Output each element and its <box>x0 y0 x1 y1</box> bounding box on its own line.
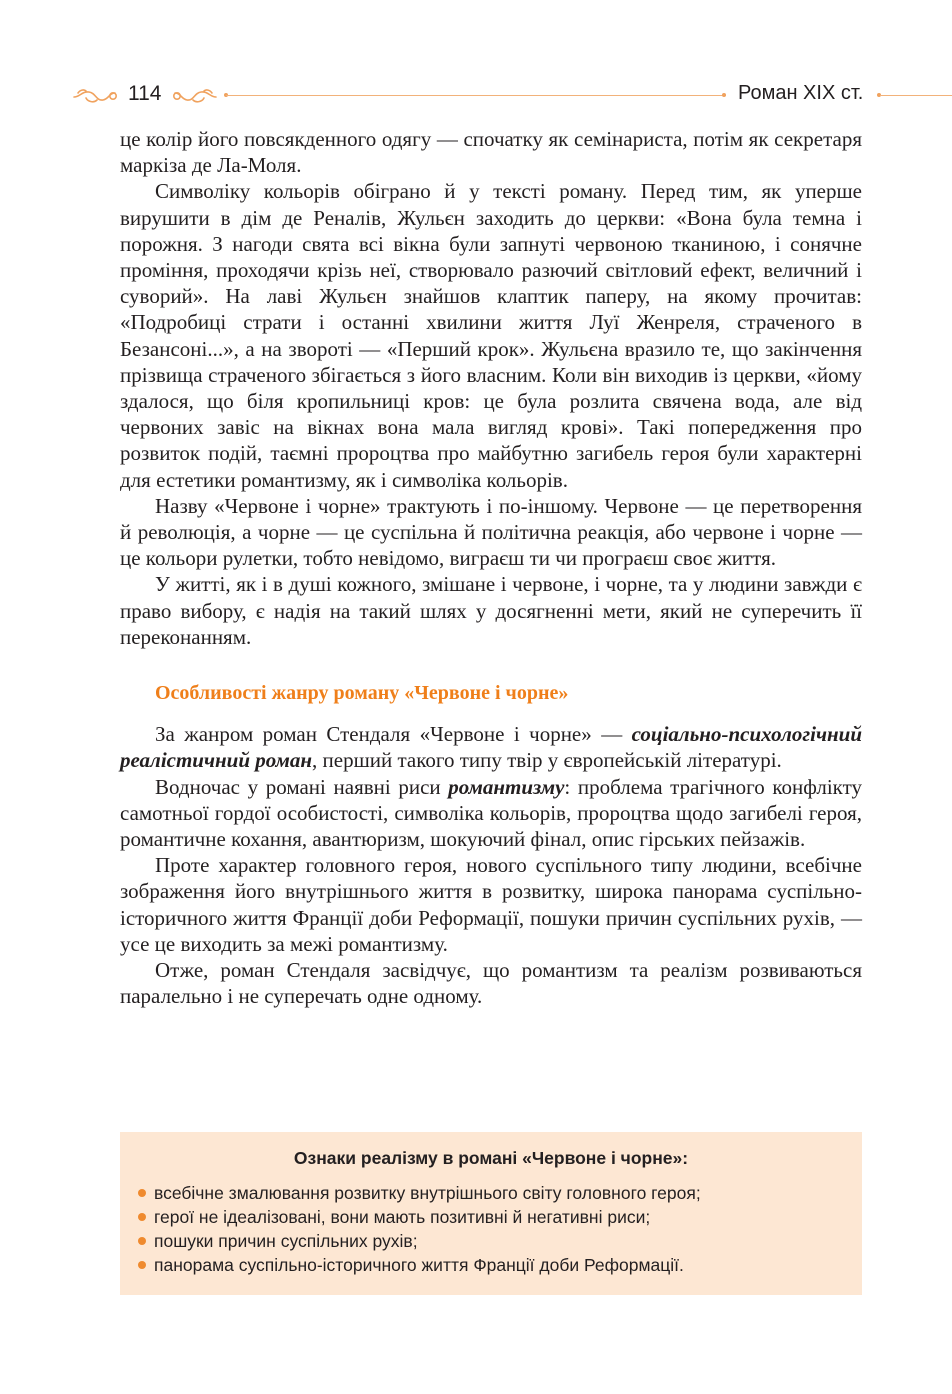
paragraph: Символіку кольорів обіграно й у тексті роману. Перед тим, як уперше вирушити в дім де Реналів, Жульєн заходить до церкви: «Вона була темна і порожня. З нагоди свята всі вікна були запнуті червоною тканиною, і сонячне проміння, проходячи крізь неї, створювало разючий світловий ефект, величний і суворий». На лаві Жульєн знайшов клаптик паперу, на якому прочитав: «Подробиці страти і останні хвилини життя Луї Женреля, страченого в Безансоні...», а на звороті — «Перший крок». Жульєна вразило те, що закінчення прізвища страченого збігається з його власним. Коли він виходив із церкви, «йому здалося, що біля кропильниці кров: це була розлита свячена вода, але від червоних завіс на вікнах вона мала вигляд крові». Такі попередження про розвиток подій, таємні пророцтва про майбутню загибель героя були характерні для естетики романтизму, як і символіка кольорів. <box>120 179 862 492</box>
page-header <box>0 78 952 114</box>
list-item-text: пошуки причин суспільних рухів; <box>154 1231 418 1251</box>
paragraph: це колір його повсякденного одягу — спочатку як семінариста, потім як секретаря маркіза де Ла-Моля. <box>120 127 862 178</box>
header-dot <box>722 93 726 97</box>
header-rule <box>880 95 952 96</box>
text-run: , перший такого типу твір у європейській літературі. <box>312 748 782 773</box>
paragraph: Проте характер головного героя, нового суспільного типу людини, всебічне зображення його внутрішнього життя в розвитку, широка панорама суспільно-історичного життя Франції доби Реформації, пошуки причин суспільних рухів, — усе це виходить за межі романтизму. <box>120 853 862 956</box>
paragraph: Отже, роман Стендаля засвідчує, що романтизм та реалізм розвиваються паралельно і не суперечать одне одному. <box>120 958 862 1009</box>
page-number: 114 <box>128 82 162 105</box>
swirl-ornament-icon <box>72 84 120 108</box>
list-item <box>136 1181 701 1205</box>
main-text <box>120 126 862 1010</box>
summary-box <box>120 1132 862 1295</box>
list-item-text: панорама суспільно-історичного життя Франції доби Реформації. <box>154 1255 684 1275</box>
bullet-icon <box>138 1213 146 1221</box>
bullet-icon <box>138 1237 146 1245</box>
list-item <box>136 1253 701 1277</box>
paragraph <box>120 721 862 773</box>
emphasized-term: романтизму <box>448 774 565 799</box>
paragraph: Назву «Червоне і чорне» трактують і по-іншому. Червоне — це перетворення й революція, а чорне — це суспільна й політична реакція, або червоне і чорне — це кольори рулетки, тобто невідомо, виграєш ти чи програєш своє життя. <box>120 493 862 571</box>
bullet-icon <box>138 1189 146 1197</box>
list-item <box>136 1205 701 1229</box>
emphasized-term: соціально-психологічний реалістичний роман <box>120 722 862 773</box>
swirl-ornament-icon <box>170 84 218 108</box>
paragraph: У житті, як і в душі кожного, змішане і червоне, і чорне, та у людини завжди є право вибору, є надія на такий шлях у досягненні мети, який не суперечить її переконанням. <box>120 572 862 649</box>
list-item <box>136 1229 701 1253</box>
bullet-icon <box>138 1261 146 1269</box>
summary-box-title: Ознаки реалізму в романі «Червоне і чорне»: <box>293 1148 689 1168</box>
section-heading: Особливості жанру роману «Червоне і чорне» <box>155 682 569 705</box>
paragraph <box>120 774 862 853</box>
text-run: Водночас у романі наявні риси <box>155 774 449 799</box>
text-run: : проблема трагічного конфлікту самотньої гордої особистості, символіка кольорів, пророцтва щодо загибелі героя, романтичне кохання, авантюризм, шокуючий фінал, опис гірських пейзажів. <box>120 774 862 852</box>
summary-list <box>136 1181 701 1277</box>
running-title: Роман XIX ст. <box>738 82 864 104</box>
text-run: За жанром роман Стендаля «Червоне і чорне» — <box>155 722 632 747</box>
list-item-text: герої не ідеалізовані, вони мають позитивні й негативні риси; <box>154 1207 651 1227</box>
header-rule <box>226 95 726 96</box>
list-item-text: всебічне змалювання розвитку внутрішнього світу головного героя; <box>154 1183 701 1203</box>
